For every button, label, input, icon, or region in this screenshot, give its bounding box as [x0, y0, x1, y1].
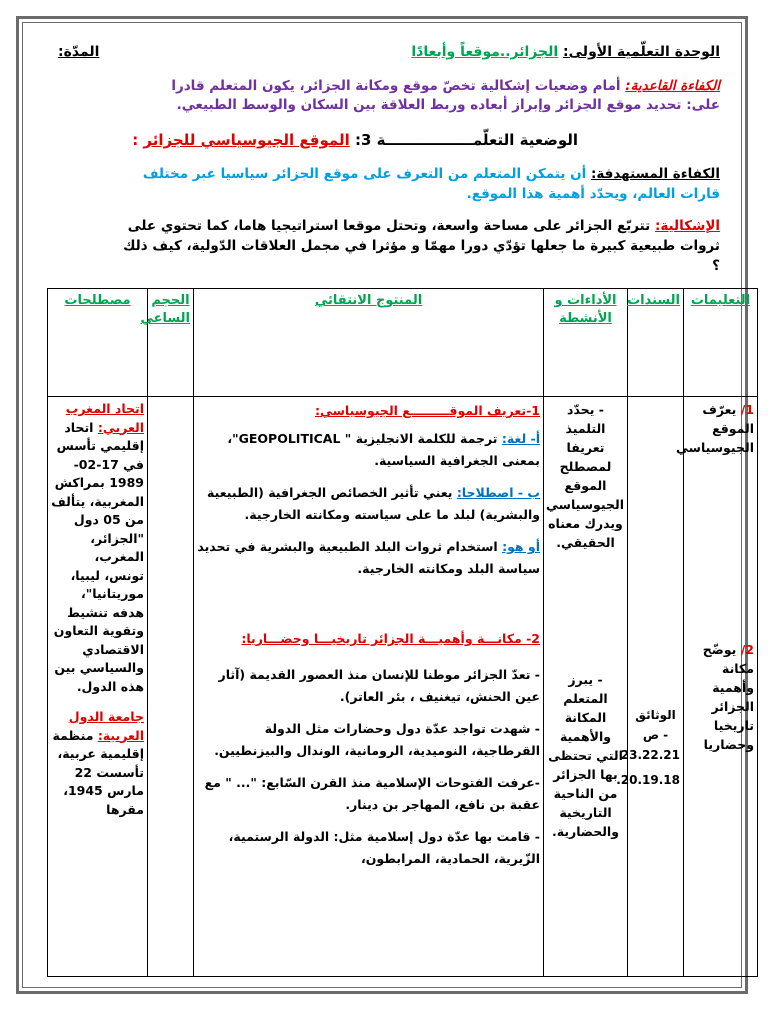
- problem-line2: ثروات طبيعية كبيرة ما جعلها تؤدّي دورا مهمّا و مؤثرا في مجمل العلاقات الدّولية، كيف ذلك: [123, 238, 720, 254]
- unit-line: [411, 44, 720, 60]
- base-competence-label: الكفاءة القاعدية:: [625, 78, 720, 94]
- table-header-row: [48, 289, 758, 397]
- product-definition-alt: [197, 536, 540, 580]
- goal-1-number: 1/: [740, 402, 754, 417]
- product-point-2: - شهدت تواجد عدّة دول وحضارات مثل الدولة القرطاجية، النوميدية، الرومانية، الوندال والبيزنطيين.: [214, 721, 540, 758]
- resources-line2: 23.22.21: [620, 748, 680, 762]
- problem-line3: ؟: [712, 258, 720, 274]
- term-2-title: جامعة الدول العربية:: [68, 709, 144, 743]
- product-term-label: ب - اصطلاحا:: [456, 485, 540, 500]
- tools-cell: [544, 397, 628, 977]
- goal-2: [687, 640, 754, 754]
- situation-label: الوضعية التعلّمـــــــــــــــــة 3:: [354, 131, 578, 149]
- product-term-text: يعني تأثير الخصائص الجغرافية (الطبيعية والبشرية) لبلد ما على سياسته ومكانته الخارجية.: [207, 485, 540, 522]
- resources-line3: 20.19.18.: [616, 773, 680, 787]
- duration-label: المدّة:: [58, 44, 100, 60]
- target-label: الكفاءة المستهدفة:: [590, 166, 720, 182]
- goal-1: [676, 400, 754, 640]
- product-cell: [194, 397, 544, 977]
- term-1-title: اتحاد المغرب العربي:: [65, 401, 144, 435]
- product-point-3: -عرفت الفتوحات الإسلامية منذ القرن السّابع: "... " مع عقبة بن نافع، المهاجر بن دينار.: [204, 775, 540, 812]
- product-point-1: - تعدّ الجزائر موطنا للإنسان منذ العصور القديمة (آثار عين الحنش، تيغنيف ، بئر العاتر).: [218, 667, 540, 704]
- situation-colon: :: [132, 131, 139, 149]
- goal-2-text: يوضّح مكانة وأهمية الجزائر تاريخيا وحضاريا: [702, 642, 754, 752]
- situation-title: الموقع الجيوسياسي للجزائر: [143, 131, 350, 149]
- header-tools: الأداءات و الأنشطة: [544, 289, 628, 397]
- lesson-table: [47, 288, 758, 977]
- product-definition-lang: [197, 428, 540, 472]
- product-alt-text: استخدام ثروات البلد الطبيعية والبشرية في تحديد سياسة البلد ومكانته الخارجية.: [197, 539, 540, 576]
- product-section1-title: 1-تعريف الموقـــــــــع الجيوسياسي:: [314, 403, 540, 418]
- header-volume: الحجم الساعي: [148, 289, 194, 397]
- product-section2-title: 2- مكانـــة وأهميـــة الجزائر تاريخيـــا وحضـــاريا:: [241, 631, 540, 646]
- product-definition-term: [197, 482, 540, 526]
- goal-1-text: يعرّف الموقع الجيوسياسي: [676, 402, 754, 455]
- volume-cell: [148, 397, 194, 977]
- header-goals: التعليمات: [684, 289, 758, 397]
- product-lang-text: ترجمة للكلمة الانجليزية " GEOPOLITICAL"، بمعنى الجغرافية السياسية.: [227, 431, 540, 468]
- problem-label: الإشكالية:: [654, 218, 720, 234]
- term-2-text: منظمة إقليمية عربية، تأسست 22 مارس 1945، مقرها: [52, 727, 144, 817]
- base-competence-text1: أمام وضعيات إشكالية تخصّ موقع ومكانة الجزائر، يكون المتعلم قادرا: [171, 78, 621, 94]
- goals-cell: [676, 397, 758, 977]
- product-alt-label: أو هو:: [502, 539, 540, 554]
- term-1-text: اتحاد إقليمي تأسس في 17-02-1989 بمراكش المغربية، يتألف من 05 دول "الجزائر، المغرب، تونس، ليبيا، موريتانيا"، هدفه تنشيط وتقوية التعاون الاقتصادي والسياسي بين هذه الدول.: [51, 419, 144, 694]
- resources-cell: [616, 397, 684, 977]
- unit-title: الجزائر..موقعاً وأبعادًا: [411, 44, 559, 60]
- header-resources: السندات: [628, 289, 684, 397]
- terms-cell: [48, 397, 148, 977]
- tool-2: - يبرز المتعلم المكانة والأهمية التي تحتظى بها الجزائر من الناحية التاريخية والحضارية.: [548, 672, 623, 839]
- product-point-4: - قامت بها عدّة دول إسلامية مثل: الدولة الرستمية، الزّيرية، الحمادية، المرابطون،: [228, 829, 540, 866]
- product-lang-label: أ- لغة:: [501, 431, 540, 446]
- problem-line1: [128, 218, 720, 234]
- target-text1: أن يتمكن المتعلم من التعرف على موقع الجزائر سياسيا عبر مختلف: [142, 166, 587, 182]
- tool-1: - يحدّد التلميذ تعريفا لمصطلح الموقع الجيوسياسي ويدرك معناه الحقيقي.: [546, 402, 624, 550]
- goal-2-number: 2/: [740, 642, 754, 657]
- target-line2: قارات العالم، ويحدّد أهمية هذا الموقع.: [466, 186, 720, 202]
- table-body-row: [48, 397, 758, 977]
- header-terms: مصطلحات: [48, 289, 148, 397]
- base-competence-line1: [171, 78, 720, 94]
- unit-label: الوحدة التعلّمية الأولى:: [563, 44, 720, 60]
- base-competence-line2: على: تحديد موقع الجزائر وإبراز أبعاده وربط العلاقة بين السكان والوسط الطبيعي.: [176, 97, 720, 113]
- resources-line1: الوثائق - ص: [635, 708, 676, 742]
- term-2: [51, 708, 144, 819]
- header-product: المنتوج الانتقائي: [194, 289, 544, 397]
- term-1: [51, 400, 144, 696]
- situation-line: [132, 131, 578, 149]
- target-line1: [143, 166, 720, 182]
- problem-text1: تتربّع الجزائر على مساحة واسعة، وتحتل موقعا استراتيجيا هاما، كما تحتوي على: [127, 218, 651, 234]
